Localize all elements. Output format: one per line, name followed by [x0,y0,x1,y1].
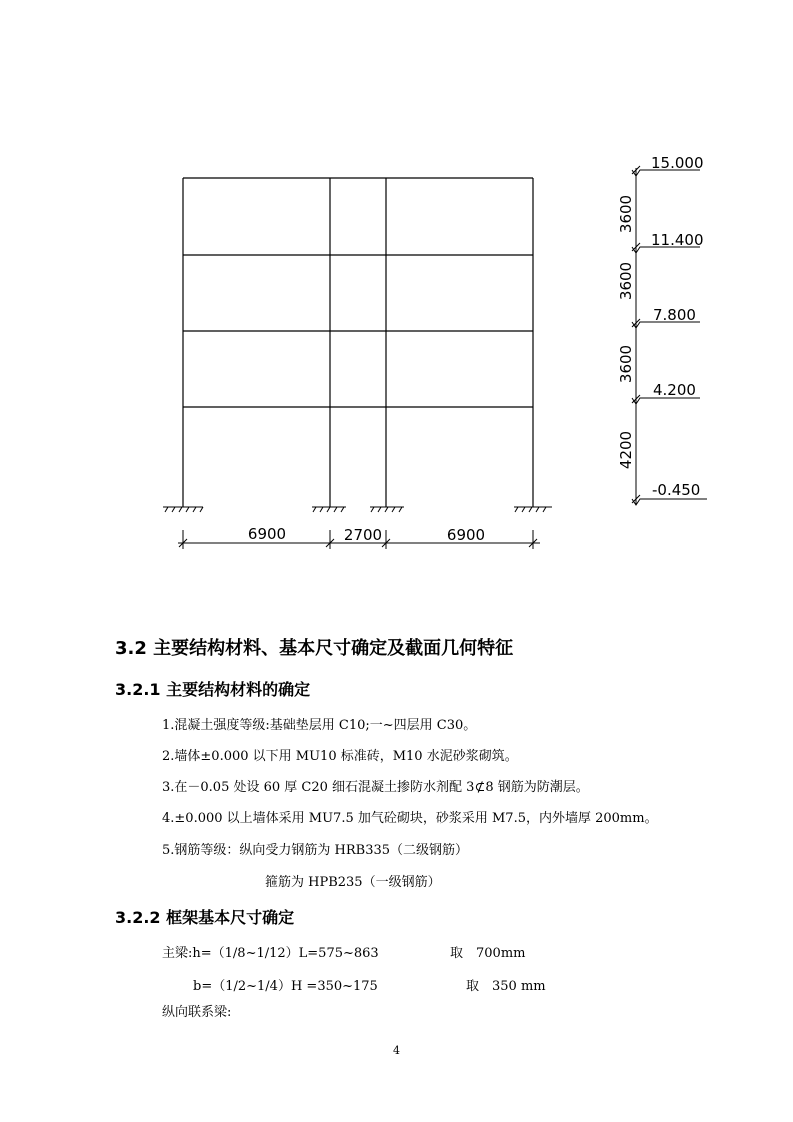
material-item: 5.钢筋等级：纵向受力钢筋为 HRB335（二级钢筋） [162,843,469,858]
page-number: 4 [393,1044,400,1057]
elevation-label: -0.450 [652,481,701,499]
span-label: 6900 [446,526,486,544]
beam-value: 取 350 mm [466,979,546,994]
elevation-label: 11.400 [651,231,704,249]
span-label: 6900 [247,525,287,543]
material-item: 2.墙体±0.000 以下用 MU10 标准砖，M10 水泥砂浆砌筑。 [162,749,518,764]
material-item: 箍筋为 HPB235（一级钢筋） [265,875,441,890]
beam-label: 纵向联系梁: [162,1005,232,1020]
storey-height-label: 4200 [617,430,635,470]
material-item: 3.在－0.05 处设 60 厚 C20 细石混凝土掺防水剂配 3⊄8 钢筋为防潮层。 [162,780,589,795]
elevation-label: 4.200 [653,381,696,399]
subsection-heading: 3.2.2 框架基本尺寸确定 [115,908,295,927]
material-item: 4.±0.000 以上墙体采用 MU7.5 加气砼砌块，砂浆采用 M7.5，内外墙厚 200mm。 [162,811,658,826]
material-item: 1.混凝土强度等级:基础垫层用 C10;一~四层用 C30。 [162,718,477,733]
beam-value: 取 700mm [450,946,526,961]
storey-height-label: 3600 [617,194,635,234]
ground-supports [163,507,552,512]
beam-formula: b=（1/2~1/4）H =350~175 [193,979,378,994]
storey-height-label: 3600 [617,344,635,384]
elevation-label: 15.000 [651,154,704,172]
beam-formula: 主梁:h=（1/8~1/12）L=575~863 [162,946,379,961]
elevation-label: 7.800 [653,306,696,324]
span-label: 2700 [343,526,383,544]
section-heading: 3.2 主要结构材料、基本尺寸确定及截面几何特征 [115,638,514,659]
subsection-heading: 3.2.1 主要结构材料的确定 [115,680,311,699]
storey-height-label: 3600 [617,261,635,301]
elevation-marks [632,170,707,505]
